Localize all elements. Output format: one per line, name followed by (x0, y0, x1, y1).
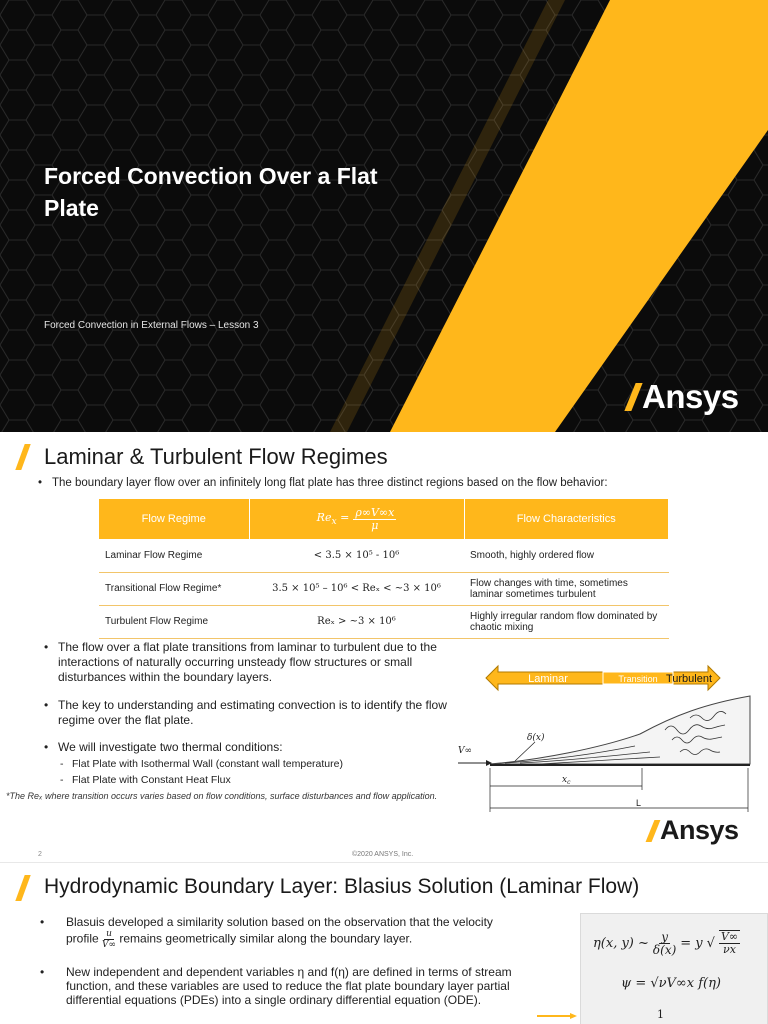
table-row (99, 605, 669, 638)
ansys-footer-logo (650, 815, 739, 846)
table-row (99, 572, 669, 605)
title-accent-bar-icon (15, 875, 30, 901)
v-inf-label: V∞ (458, 746, 472, 756)
turbulent-label: Turbulent (665, 673, 712, 685)
reynolds-equation (317, 507, 397, 532)
row-characteristics: Smooth, highly ordered flow (464, 539, 669, 572)
presentation-title: Forced Convection Over a Flat Plate (44, 163, 378, 221)
equation-fragment: 1 (657, 1008, 664, 1021)
delta-leader (515, 742, 535, 761)
row-regime: Turbulent Flow Regime (99, 605, 249, 638)
table-header-row (99, 499, 669, 539)
stream-function-equation: ψ = √νV∞x f(η) (621, 976, 721, 991)
laminar-label: Laminar (528, 673, 568, 685)
header-flow-regime: Flow Regime (99, 499, 249, 539)
table-row (99, 539, 669, 572)
row-reynolds: Reₓ > ~3 × 10⁶ (249, 605, 464, 638)
row-regime: Transitional Flow Regime* (99, 572, 249, 605)
sub-bullet-heat-flux: - Flat Plate with Constant Heat Flux (72, 774, 231, 786)
blasius-slide (0, 862, 768, 1024)
row-reynolds: 3.5 × 10⁵ – 10⁶ < Reₓ < ~3 × 10⁶ (249, 572, 464, 605)
transition-label: Transition (618, 674, 658, 684)
bullet-transition: • The flow over a flat plate transitions from laminar to turbulent due to the interactions of naturally occurring unsteady flow structures or small disturbances within the boundary layers. (58, 640, 438, 685)
logo-text: Ansys (660, 815, 739, 845)
row-characteristics: Flow changes with time, sometimes laminar sometimes turbulent (464, 572, 669, 605)
bullet-key: • The key to understanding and estimating convection is to identify the flow regime over the flat plate. (58, 698, 448, 728)
re-symbol: $Re_x$ = (316, 510, 350, 528)
flow-regimes-slide (0, 432, 768, 844)
bullet-similarity-variables: • New independent and dependent variables η and f(η) are defined in terms of stream function, and these variables are used to reduce the flat plate boundary layer partial differential equations (PDEs) into a single ordinary differential equation (ODE). (66, 965, 546, 1007)
re-fraction: $\frac{\rho\infty V\infty x}{\mu}$ (355, 505, 395, 532)
logo-text: Ansys (642, 378, 739, 415)
sub-bullet-isothermal: - Flat Plate with Isothermal Wall (constant wall temperature) (72, 758, 343, 770)
row-reynolds: < 3.5 × 10⁵ - 10⁶ (249, 539, 464, 572)
row-characteristics: Highly irregular random flow dominated by chaotic mixing (464, 605, 669, 638)
flow-regime-table (99, 499, 669, 639)
length-label: L (636, 798, 642, 808)
copyright: ©2020 ANSYS, Inc. (352, 851, 414, 858)
boundary-layer-diagram (450, 660, 768, 840)
eta-equation: η(x, y) ~ $\frac{y}{\delta(x)}$ = y √ $\frac{V\infty}{\nu x}$ (593, 929, 739, 957)
footnote: *The Reₓ where transition occurs varies based on flow conditions, surface disturbances and flow application. (6, 791, 438, 801)
title-slide (0, 0, 768, 432)
row-regime: Laminar Flow Regime (99, 539, 249, 572)
header-reynolds (249, 499, 464, 539)
arrow-right-icon (537, 1013, 577, 1019)
slide-title: Laminar & Turbulent Flow Regimes (44, 444, 388, 469)
title-accent-bar-icon (15, 444, 30, 470)
presentation-subtitle: Forced Convection in External Flows – Lesson 3 (44, 320, 259, 331)
ansys-logo (630, 378, 739, 416)
intro-bullet: • The boundary layer flow over an infinitely long flat plate has three distinct regions based on the flow behavior: (52, 476, 752, 491)
slide-title: Hydrodynamic Boundary Layer: Blasius Solution (Laminar Flow) (44, 875, 640, 898)
bullet-blasius: • Blasuis developed a similarity solution based on the observation that the velocity profile $\frac{u}{V\infty}$ remains geometrically similar along the boundary layer. (66, 915, 546, 950)
xc-label: $x_c$ (562, 775, 571, 786)
page-number: 2 (38, 851, 42, 858)
velocity-ratio: $\frac{u}{V\infty}$ (102, 929, 117, 950)
delta-label: δ(x) (527, 733, 545, 743)
bullet-thermal: • We will investigate two thermal conditions: (58, 740, 448, 755)
equation-box (580, 913, 768, 1024)
boundary-layer-edge (490, 696, 750, 764)
header-flow-characteristics: Flow Characteristics (464, 499, 669, 539)
